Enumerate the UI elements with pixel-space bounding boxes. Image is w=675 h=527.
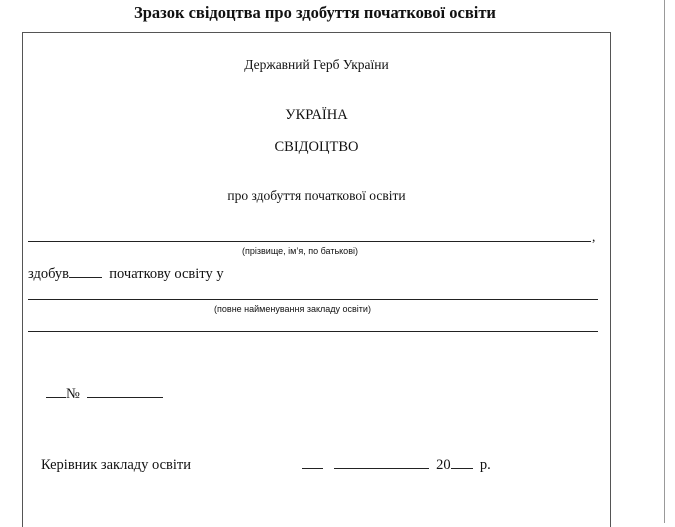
number-blank (87, 397, 163, 398)
document-type-heading: СВІДОЦТВО (274, 139, 359, 155)
series-number-line (46, 386, 163, 403)
page-edge (664, 0, 665, 523)
received-education-line (28, 266, 224, 283)
year-prefix: 20 (436, 457, 451, 473)
full-name-line (28, 241, 591, 242)
emblem-placeholder-text: Державний Герб України (244, 57, 389, 72)
document-subtitle: про здобуття початкової освіти (227, 188, 406, 203)
institution-name-line-2 (28, 331, 598, 332)
month-blank (334, 468, 429, 469)
received-prefix: здобув (28, 266, 70, 282)
director-label: Керівник закладу освіти (41, 457, 192, 473)
full-name-caption: (прізвище, ім’я, по батькові) (242, 246, 358, 256)
institution-name-line (28, 299, 598, 300)
year-suffix: р. (479, 457, 491, 473)
name-line-comma: , (592, 229, 596, 244)
country-heading: УКРАЇНА (285, 107, 348, 123)
institution-name-caption: (повне найменування закладу освіти) (214, 304, 371, 314)
year-blank (451, 468, 473, 469)
gender-ending-blank (69, 277, 102, 278)
received-suffix: початкову освіту у (109, 266, 224, 282)
page-title: Зразок свідоцтва про здобуття початкової освіти (134, 3, 496, 22)
number-sign: № (66, 386, 80, 402)
series-blank (46, 397, 66, 398)
day-blank (302, 468, 323, 469)
date-line (302, 457, 491, 474)
